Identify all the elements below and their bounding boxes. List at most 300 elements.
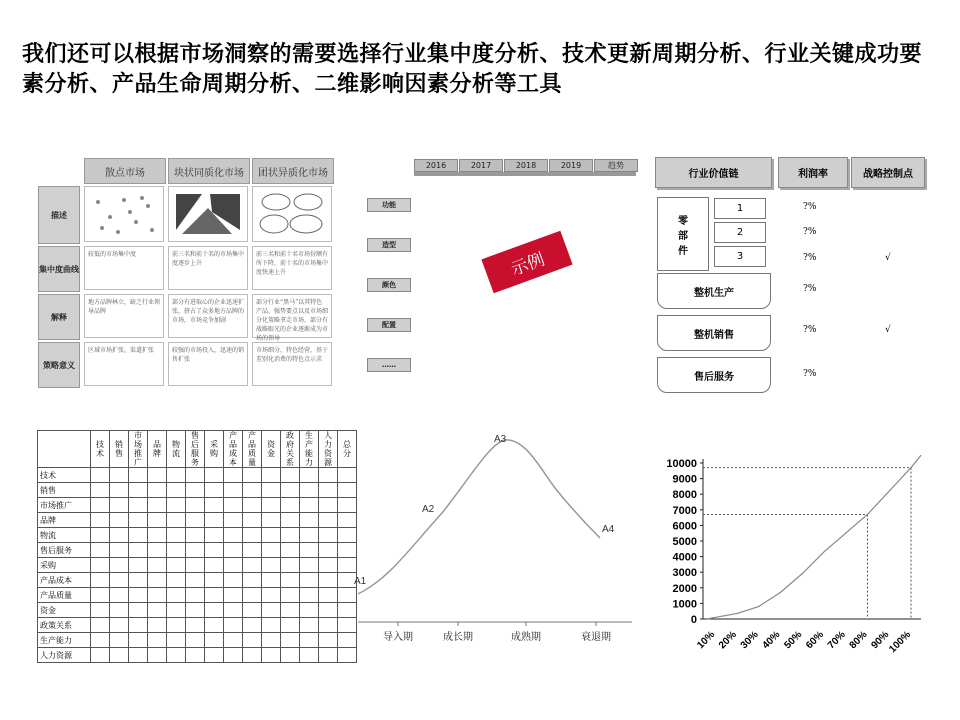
lifecycle-chart: [350, 428, 640, 658]
ksf-cell: [224, 588, 243, 603]
ksf-column-header: 总分: [338, 431, 357, 468]
ksf-cell: [186, 633, 205, 648]
concentration-cell: 部分有进取心的企业迅速扩张，挤占了众多地方品牌的市场，市场竞争加剧: [168, 294, 248, 338]
ksf-cell: [262, 513, 281, 528]
cluster-ellipse: [294, 194, 322, 210]
ksf-cell: [205, 573, 224, 588]
ksf-row-label: 生产能力: [38, 633, 91, 648]
ksf-cell: [148, 588, 167, 603]
margin-value: ?%: [803, 202, 817, 212]
ksf-cell: [129, 483, 148, 498]
ksf-cell: [300, 648, 319, 663]
ksf-cell: [205, 603, 224, 618]
ksf-cell: [205, 558, 224, 573]
x-tick-label: 10%: [695, 629, 718, 652]
ksf-cell: [186, 498, 205, 513]
ksf-cell: [300, 588, 319, 603]
x-tick-label: 40%: [760, 629, 783, 652]
cluster-illustration: [256, 190, 328, 238]
ksf-cell: [243, 618, 262, 633]
ksf-cell: [300, 468, 319, 483]
y-tick-label: 6000: [672, 520, 697, 533]
ksf-cell: [186, 513, 205, 528]
ksf-cell: [110, 603, 129, 618]
ksf-cell: [262, 558, 281, 573]
year-header: 2019: [549, 159, 593, 172]
ksf-cell: [167, 618, 186, 633]
ksf-cell: [148, 498, 167, 513]
ksf-cell: [262, 498, 281, 513]
ksf-cell: [224, 603, 243, 618]
ksf-cell: [300, 558, 319, 573]
ksf-cell: [110, 498, 129, 513]
concentration-row-label: 解释: [38, 294, 80, 340]
block-illustration: [172, 190, 244, 238]
ksf-cell: [186, 618, 205, 633]
ksf-cell: [148, 618, 167, 633]
ksf-cell: [148, 648, 167, 663]
concentration-cell: 较低的市场集中度: [84, 246, 164, 290]
lifecycle-point-label: A3: [494, 434, 507, 445]
line-chart: [655, 430, 925, 680]
table-row: [38, 468, 357, 483]
ksf-cell: [319, 528, 338, 543]
ksf-cell: [243, 573, 262, 588]
ksf-cell: [148, 633, 167, 648]
table-row: [38, 483, 357, 498]
ksf-column-header: 资金: [262, 431, 281, 468]
ksf-cell: [167, 588, 186, 603]
ksf-cell: [110, 588, 129, 603]
ksf-column-header: 市场推广: [129, 431, 148, 468]
ksf-cell: [281, 633, 300, 648]
ksf-cell: [262, 648, 281, 663]
ksf-row-label: 采购: [38, 558, 91, 573]
ksf-cell: [91, 528, 110, 543]
example-stamp: [481, 231, 572, 294]
ksf-cell: [319, 603, 338, 618]
ksf-cell: [243, 558, 262, 573]
margin-value: ?%: [803, 325, 817, 335]
ksf-column-header: 产品成本: [224, 431, 243, 468]
ksf-cell: [186, 558, 205, 573]
ksf-row-label: 物流: [38, 528, 91, 543]
ksf-cell: [91, 468, 110, 483]
ksf-cell: [224, 483, 243, 498]
y-tick-label: 9000: [672, 473, 697, 486]
table-row: [38, 618, 357, 633]
ksf-cell: [281, 573, 300, 588]
lifecycle-stage-label: 成熟期: [511, 632, 541, 643]
y-tick-label: 1000: [672, 598, 697, 611]
ksf-cell: [186, 603, 205, 618]
concentration-cell: 前三名和前十名的市场集中度逐步上升: [168, 246, 248, 290]
ksf-cell: [110, 528, 129, 543]
y-tick-label: 0: [690, 614, 697, 626]
table-row: [38, 633, 357, 648]
lifecycle-point-label: A4: [602, 524, 615, 535]
ksf-cell: [262, 588, 281, 603]
table-row: [38, 543, 357, 558]
ksf-cell: [167, 603, 186, 618]
x-tick-label: 30%: [738, 629, 761, 652]
ksf-corner: [38, 431, 91, 468]
concentration-cell: 较强的市场投入，迅速的销售扩张: [168, 342, 248, 386]
ksf-cell: [129, 603, 148, 618]
ksf-cell: [205, 633, 224, 648]
ksf-cell: [224, 573, 243, 588]
concentration-row-label: 集中度曲线: [38, 246, 80, 292]
part-box: 2: [714, 222, 766, 243]
concentration-row-label: 描述: [38, 186, 80, 244]
ksf-cell: [319, 588, 338, 603]
attribute-label: 造型: [367, 238, 411, 252]
ksf-cell: [186, 543, 205, 558]
ksf-cell: [129, 588, 148, 603]
market-type-header: 团状异质化市场: [252, 158, 334, 184]
margin-value: ?%: [803, 284, 817, 294]
ksf-cell: [281, 558, 300, 573]
ksf-cell: [281, 468, 300, 483]
ksf-cell: [243, 528, 262, 543]
ksf-cell: [148, 603, 167, 618]
value-chain-header: 利润率: [778, 157, 848, 188]
ksf-column-header: 销售: [110, 431, 129, 468]
ksf-cell: [186, 573, 205, 588]
ksf-cell: [167, 528, 186, 543]
ksf-cell: [224, 633, 243, 648]
lifecycle-point-label: A2: [422, 504, 435, 515]
ksf-column-header: 技术: [91, 431, 110, 468]
ksf-cell: [129, 618, 148, 633]
table-row: [38, 603, 357, 618]
ksf-cell: [300, 528, 319, 543]
control-check: √: [885, 253, 891, 263]
parts-label-char: 零: [678, 215, 688, 227]
ksf-column-header: 政府关系: [281, 431, 300, 468]
scatter-dot: [140, 196, 144, 200]
ksf-cell: [262, 468, 281, 483]
ksf-cell: [224, 618, 243, 633]
ksf-cell: [300, 603, 319, 618]
ksf-cell: [129, 528, 148, 543]
ksf-cell: [186, 483, 205, 498]
lifecycle-stage-label: 导入期: [383, 632, 413, 643]
table-row: [38, 528, 357, 543]
ksf-cell: [167, 633, 186, 648]
ksf-column-header: 采购: [205, 431, 224, 468]
ksf-cell: [319, 633, 338, 648]
attribute-label: 功能: [367, 198, 411, 212]
stage-box: 整机生产: [657, 273, 771, 309]
control-check: √: [885, 325, 891, 335]
cluster-ellipse: [260, 215, 288, 233]
y-tick-label: 2000: [672, 582, 697, 595]
ksf-cell: [224, 513, 243, 528]
ksf-cell: [262, 633, 281, 648]
year-header: 2018: [504, 159, 548, 172]
ksf-cell: [281, 618, 300, 633]
ksf-column-header: 产品质量: [243, 431, 262, 468]
ksf-cell: [91, 513, 110, 528]
concentration-row-label: 策略意义: [38, 342, 80, 388]
ksf-cell: [167, 513, 186, 528]
ksf-column-header: 品牌: [148, 431, 167, 468]
ksf-cell: [110, 618, 129, 633]
ksf-cell: [110, 648, 129, 663]
page-title: 我们还可以根据市场洞察的需要选择行业集中度分析、技术更新周期分析、行业关键成功要素分析、产品生命周期分析、二维影响因素分析等工具: [22, 42, 923, 97]
x-tick-label: 50%: [782, 629, 805, 652]
x-tick-label: 60%: [804, 629, 827, 652]
ksf-column-header: 生产能力: [300, 431, 319, 468]
ksf-cell: [300, 543, 319, 558]
part-box: 1: [714, 198, 766, 219]
table-row: [38, 648, 357, 663]
table-row: [38, 513, 357, 528]
ksf-row-label: 售后服务: [38, 543, 91, 558]
year-header: 2016: [414, 159, 458, 172]
ksf-cell: [91, 603, 110, 618]
ksf-cell: [224, 468, 243, 483]
ksf-cell: [243, 498, 262, 513]
ksf-cell: [186, 588, 205, 603]
ksf-cell: [91, 483, 110, 498]
ksf-cell: [243, 543, 262, 558]
ksf-cell: [300, 633, 319, 648]
stage-box: 售后服务: [657, 357, 771, 393]
scatter-dot: [96, 200, 100, 204]
ksf-cell: [129, 498, 148, 513]
ksf-cell: [262, 603, 281, 618]
ksf-cell: [148, 528, 167, 543]
ksf-row-label: 销售: [38, 483, 91, 498]
scatter-dot: [146, 204, 150, 208]
ksf-cell: [319, 468, 338, 483]
ksf-cell: [300, 513, 319, 528]
x-tick-label: 80%: [847, 629, 870, 652]
ksf-cell: [205, 648, 224, 663]
part-box: 3: [714, 246, 766, 267]
ksf-cell: [148, 543, 167, 558]
lifecycle-curve: [358, 440, 600, 594]
ksf-cell: [110, 468, 129, 483]
ksf-cell: [129, 468, 148, 483]
ksf-cell: [148, 483, 167, 498]
scatter-dot: [150, 228, 154, 232]
ksf-cell: [281, 513, 300, 528]
ksf-cell: [205, 468, 224, 483]
ksf-cell: [243, 603, 262, 618]
ksf-cell: [167, 543, 186, 558]
ksf-cell: [319, 513, 338, 528]
lifecycle-stage-label: 衰退期: [581, 632, 611, 643]
market-type-header: 散点市场: [84, 158, 166, 184]
ksf-cell: [186, 648, 205, 663]
example-stamp-label: 示例: [508, 249, 548, 280]
scatter-illustration: [88, 190, 160, 238]
year-bar: [414, 172, 636, 176]
scatter-dot: [128, 210, 132, 214]
parts-label-char: 部: [678, 230, 688, 242]
ksf-cell: [110, 513, 129, 528]
ksf-cell: [129, 513, 148, 528]
ksf-column-header: 售后服务: [186, 431, 205, 468]
stage-box: 整机销售: [657, 315, 771, 351]
ksf-table: [37, 430, 357, 663]
ksf-cell: [167, 498, 186, 513]
ksf-cell: [281, 543, 300, 558]
ksf-cell: [129, 633, 148, 648]
ksf-cell: [91, 543, 110, 558]
ksf-cell: [281, 498, 300, 513]
table-row: [38, 573, 357, 588]
attribute-label: 颜色: [367, 278, 411, 292]
ksf-cell: [262, 573, 281, 588]
ksf-cell: [300, 483, 319, 498]
margin-value: ?%: [803, 253, 817, 263]
ksf-cell: [243, 588, 262, 603]
ksf-table-panel: [37, 430, 357, 663]
ksf-row-label: 资金: [38, 603, 91, 618]
ksf-cell: [205, 513, 224, 528]
ksf-cell: [224, 648, 243, 663]
ksf-cell: [281, 588, 300, 603]
ksf-cell: [205, 483, 224, 498]
concentration-cell: 前三名和前十名市场份额有所下降，前十名的市场集中度快速上升: [252, 246, 332, 290]
y-tick-label: 4000: [672, 551, 697, 564]
ksf-cell: [243, 468, 262, 483]
ksf-cell: [224, 543, 243, 558]
ksf-cell: [319, 543, 338, 558]
ksf-row-label: 产品质量: [38, 588, 91, 603]
ksf-cell: [319, 558, 338, 573]
attribute-label: 配置: [367, 318, 411, 332]
concentration-cell: 市场细分，特色经营，基于差别化消费的特色点示求: [252, 342, 332, 386]
ksf-cell: [205, 543, 224, 558]
ksf-cell: [262, 543, 281, 558]
ksf-cell: [262, 618, 281, 633]
lifecycle-stage-label: 成长期: [443, 632, 473, 643]
ksf-row-label: 品牌: [38, 513, 91, 528]
ksf-cell: [167, 483, 186, 498]
ksf-cell: [148, 468, 167, 483]
ksf-cell: [129, 558, 148, 573]
ksf-cell: [224, 498, 243, 513]
scatter-dot: [134, 220, 138, 224]
ksf-row-label: 政策关系: [38, 618, 91, 633]
cluster-ellipse: [290, 215, 322, 233]
ksf-cell: [319, 618, 338, 633]
year-header: 趋势: [594, 159, 638, 172]
parts-label-box: [657, 197, 709, 271]
ksf-cell: [110, 483, 129, 498]
ksf-row-label: 技术: [38, 468, 91, 483]
ksf-cell: [205, 588, 224, 603]
ksf-cell: [148, 558, 167, 573]
ksf-cell: [243, 513, 262, 528]
ksf-cell: [110, 558, 129, 573]
ksf-cell: [186, 468, 205, 483]
ksf-cell: [262, 528, 281, 543]
ksf-cell: [167, 573, 186, 588]
ksf-cell: [205, 498, 224, 513]
ksf-cell: [281, 528, 300, 543]
concentration-cell: 地方品牌林立，缺乏行业领导品牌: [84, 294, 164, 338]
lifecycle-point-label: A1: [354, 576, 367, 587]
ksf-cell: [300, 618, 319, 633]
ksf-cell: [319, 648, 338, 663]
ksf-cell: [91, 588, 110, 603]
ksf-cell: [243, 483, 262, 498]
x-tick-label: 100%: [887, 629, 914, 656]
market-type-header: 块状同质化市场: [168, 158, 250, 184]
x-tick-label: 90%: [869, 629, 892, 652]
ksf-cell: [148, 513, 167, 528]
ksf-cell: [110, 543, 129, 558]
ksf-cell: [319, 498, 338, 513]
y-tick-label: 10000: [666, 458, 697, 470]
cluster-ellipse: [262, 194, 290, 210]
ksf-cell: [167, 648, 186, 663]
y-tick-label: 8000: [672, 489, 697, 502]
ksf-cell: [243, 633, 262, 648]
ksf-cell: [91, 558, 110, 573]
ksf-row-label: 产品成本: [38, 573, 91, 588]
margin-value: ?%: [803, 369, 817, 379]
table-row: [38, 498, 357, 513]
ksf-cell: [91, 648, 110, 663]
ksf-column-header: 物流: [167, 431, 186, 468]
table-row: [38, 558, 357, 573]
ksf-row-label: 人力资源: [38, 648, 91, 663]
attribute-label: ……: [367, 358, 411, 372]
value-chain-header: 战略控制点: [851, 157, 925, 188]
y-tick-label: 5000: [672, 536, 697, 548]
scatter-dot: [100, 226, 104, 230]
ksf-cell: [91, 498, 110, 513]
ksf-cell: [129, 648, 148, 663]
ksf-cell: [319, 483, 338, 498]
ksf-cell: [91, 573, 110, 588]
table-row: [38, 588, 357, 603]
ksf-cell: [91, 633, 110, 648]
scatter-dot: [116, 230, 120, 234]
ksf-cell: [167, 468, 186, 483]
margin-value: ?%: [803, 227, 817, 237]
year-header: 2017: [459, 159, 503, 172]
ksf-cell: [110, 633, 129, 648]
x-tick-label: 20%: [716, 629, 739, 652]
scatter-dot: [122, 198, 126, 202]
ksf-cell: [224, 528, 243, 543]
y-tick-label: 3000: [672, 567, 697, 580]
ksf-cell: [281, 603, 300, 618]
value-chain-header: 行业价值链: [655, 157, 772, 188]
ksf-cell: [186, 528, 205, 543]
ksf-cell: [224, 558, 243, 573]
x-tick-label: 70%: [825, 629, 848, 652]
ksf-cell: [243, 648, 262, 663]
ksf-header-row: [38, 431, 357, 468]
parts-label-char: 件: [678, 245, 688, 257]
ksf-cell: [319, 573, 338, 588]
ksf-cell: [281, 648, 300, 663]
ksf-column-header: 人力资源: [319, 431, 338, 468]
ksf-cell: [300, 498, 319, 513]
ksf-cell: [129, 573, 148, 588]
ksf-cell: [262, 483, 281, 498]
ksf-cell: [281, 483, 300, 498]
